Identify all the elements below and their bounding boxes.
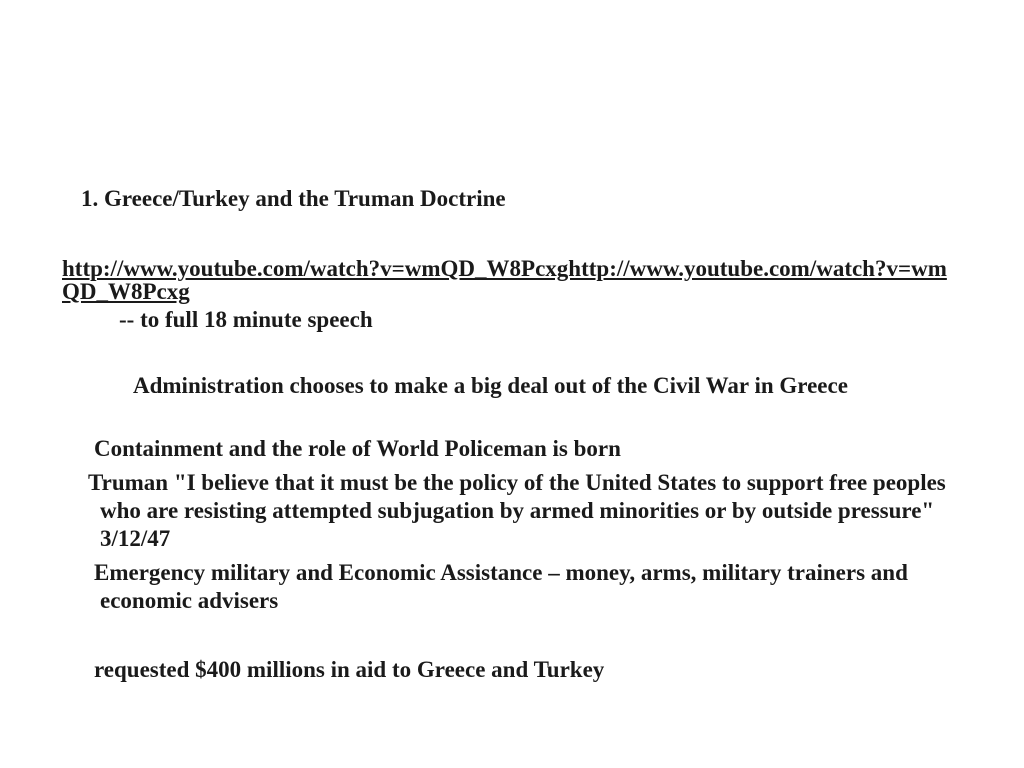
bullet-containment: Containment and the role of World Policeman is born [94,436,621,461]
bullet-emergency-assistance: Emergency military and Economic Assistance – money, arms, military trainers and economic advisers [94,560,908,613]
slide-heading: 1. Greece/Turkey and the Truman Doctrine [81,186,506,211]
youtube-link[interactable]: http://www.youtube.com/watch?v=wmQD_W8Pcxghttp://www.youtube.com/watch?v=wmQD_W8Pcxg [62,256,947,304]
bullet-civil-war: Administration chooses to make a big deal out of the Civil War in Greece [133,373,848,398]
bullet-aid-request: requested $400 millions in aid to Greece and Turkey [94,657,605,682]
link-note: -- to full 18 minute speech [119,307,373,332]
bullet-truman-quote: Truman "I believe that it must be the policy of the United States to support free peoples who are resisting attempted subjugation by armed minorities or by outside pressure" 3/12/47 [88,470,946,551]
